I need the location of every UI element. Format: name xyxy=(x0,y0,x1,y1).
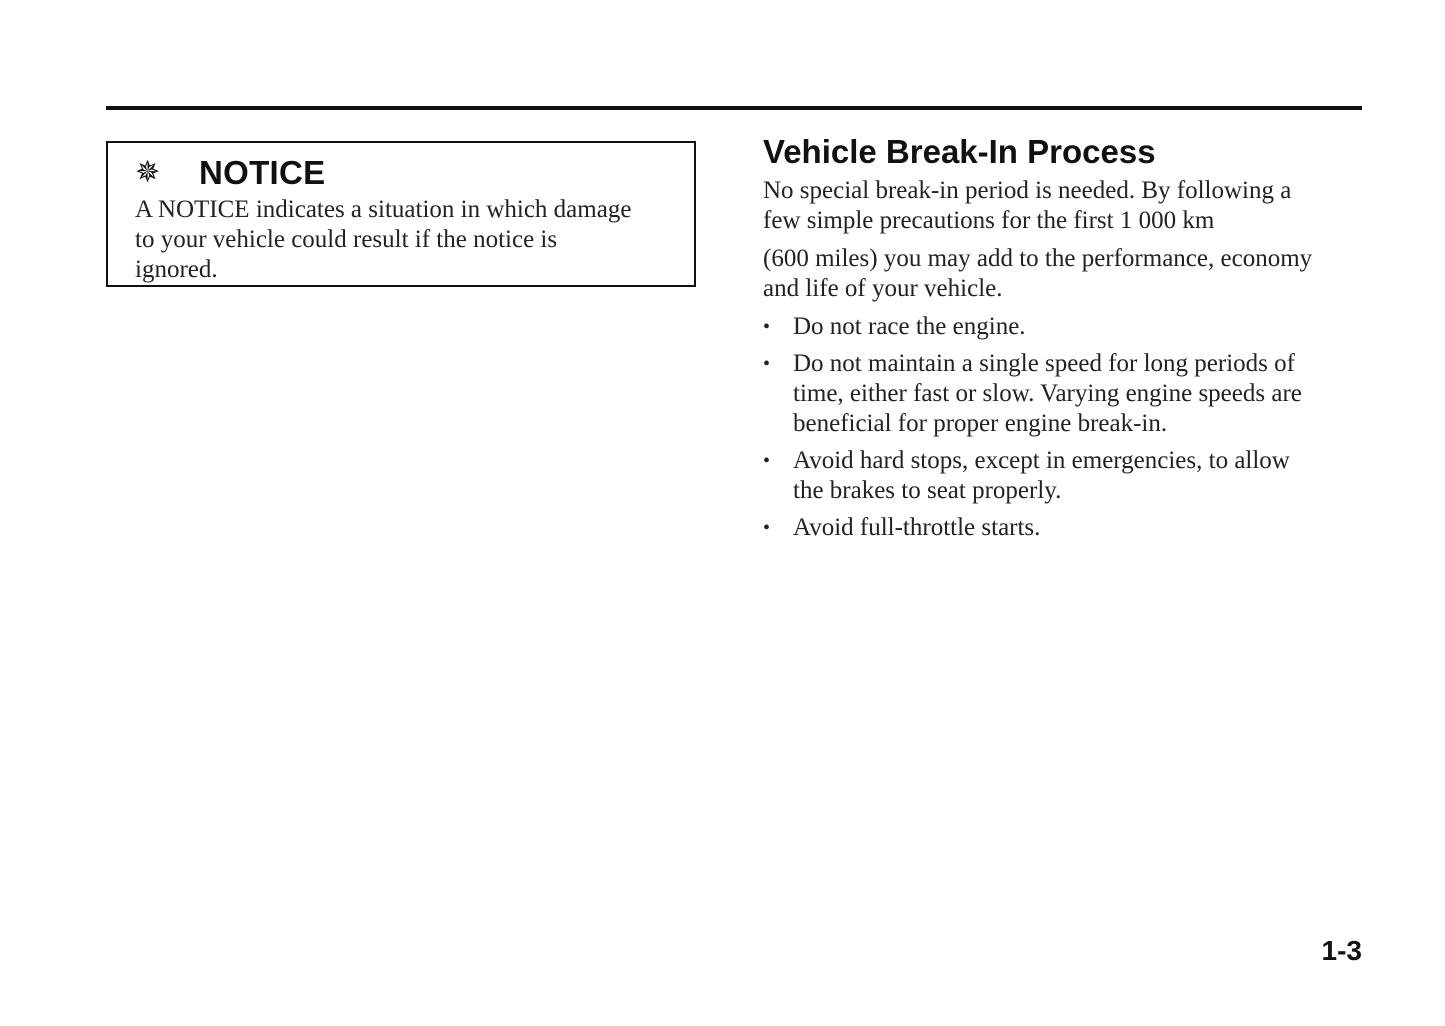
notice-text-line: to your vehicle could result if the notice is xyxy=(135,226,558,253)
break-in-section xyxy=(763,130,1363,550)
list-item xyxy=(763,349,1363,439)
list-item xyxy=(763,446,1363,506)
list-item-line: the brakes to seat properly. xyxy=(793,477,1062,504)
notice-heading xyxy=(135,151,674,195)
list-item xyxy=(763,312,1363,342)
bullet-icon: • xyxy=(763,450,771,472)
paragraph-line: (600 miles) you may add to the performance, economy xyxy=(763,245,1313,272)
section-heading: Vehicle Break-In Process xyxy=(763,133,1156,170)
list-item-line: beneficial for proper engine break-in. xyxy=(793,410,1168,437)
paragraph-2 xyxy=(763,244,1363,304)
paragraph-1 xyxy=(763,176,1363,236)
bullet-icon: • xyxy=(763,517,771,539)
list-item xyxy=(763,513,1363,543)
notice-box xyxy=(106,141,696,287)
precautions-list xyxy=(763,312,1363,543)
list-item-line: Avoid full-throttle starts. xyxy=(793,514,1041,541)
list-item-line: Do not race the engine. xyxy=(793,313,1026,340)
list-item-line: Avoid hard stops, except in emergencies, to allow xyxy=(793,447,1290,474)
list-item-line: time, either fast or slow. Varying engine speeds are xyxy=(793,380,1302,407)
page-number: 1-3 xyxy=(1321,935,1362,966)
notice-text-line: ignored. xyxy=(135,256,218,283)
asterisk-notice-icon: ✵ xyxy=(135,155,161,190)
bullet-icon: • xyxy=(763,316,771,338)
list-item-line: Do not maintain a single speed for long periods of xyxy=(793,350,1295,377)
notice-text xyxy=(135,195,674,285)
paragraph-line: and life of your vehicle. xyxy=(763,275,1003,302)
bullet-icon: • xyxy=(763,353,771,375)
notice-text-line: A NOTICE indicates a situation in which damage xyxy=(135,196,632,223)
header-rule xyxy=(106,106,1362,110)
notice-title: NOTICE xyxy=(199,154,326,191)
paragraph-line: No special break-in period is needed. By following a xyxy=(763,177,1292,204)
paragraph-line: few simple precautions for the first 1 000 km xyxy=(763,207,1215,234)
